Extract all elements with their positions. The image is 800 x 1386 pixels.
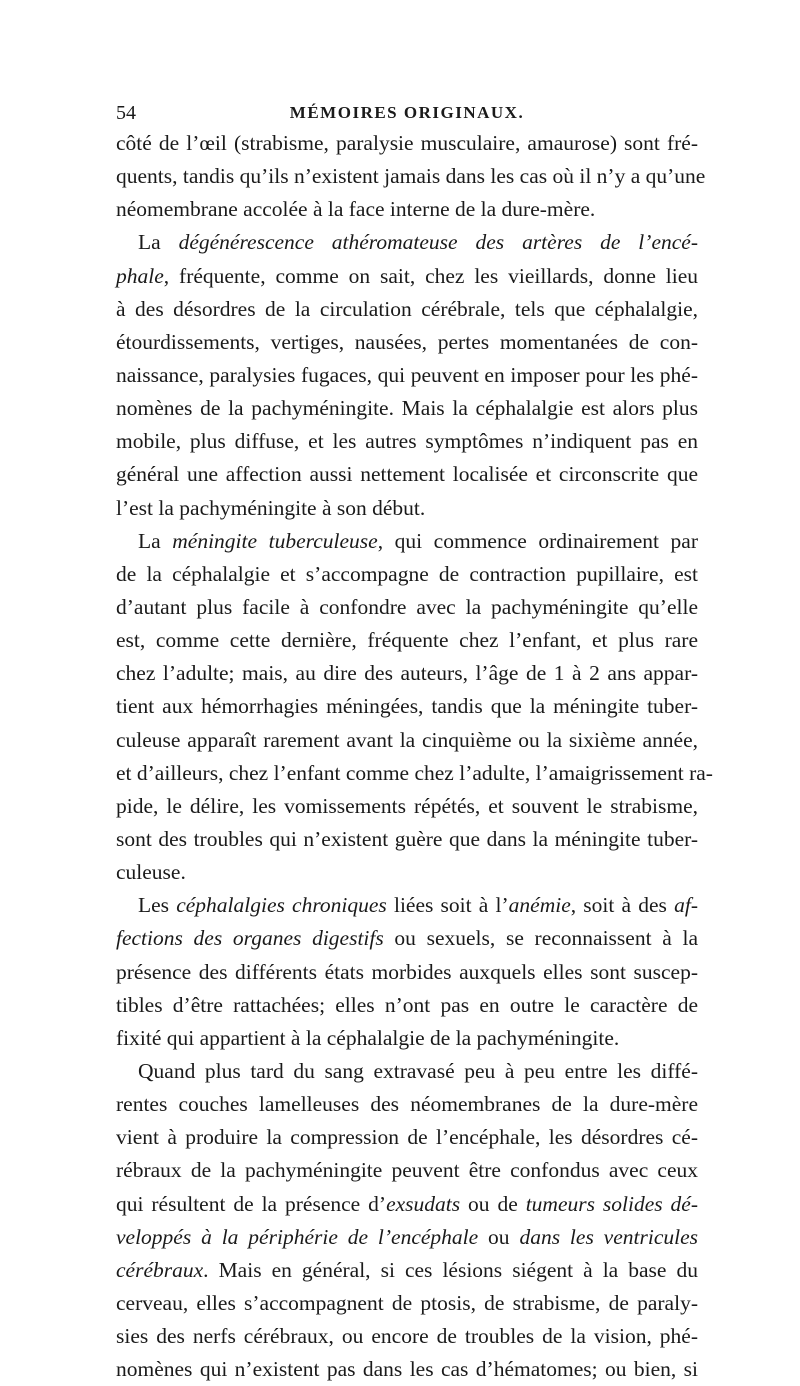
text-line xyxy=(116,922,698,955)
running-header xyxy=(116,98,698,128)
text-segment: nomènes de la pachyméningite. Mais la céphalalgie est alors plus xyxy=(116,396,698,421)
text-segment: rébraux de la pachyméningite peuvent être confondus avec ceux xyxy=(116,1158,698,1183)
text-segment: sont des troubles qui n’existent guère que dans la méningite tuber- xyxy=(116,826,698,851)
text-segment: ou de xyxy=(460,1191,526,1216)
text-line xyxy=(116,260,698,293)
text-segment: quents, tandis qu’ils n’existent jamais dans les cas où il n’y a qu’une xyxy=(116,164,706,189)
text-segment: liées soit à l’ xyxy=(386,893,509,918)
text-line xyxy=(116,690,698,723)
text-line xyxy=(116,525,698,558)
text-segment: cerveau, elles s’accompagnent de ptosis, de strabisme, de paraly- xyxy=(116,1290,698,1315)
text-line xyxy=(116,193,698,226)
text-segment: est, comme cette dernière, fréquente chez l’enfant, et plus rare xyxy=(116,628,698,653)
text-segment: culeuse. xyxy=(116,860,186,885)
text-line xyxy=(116,1320,698,1353)
text-segment: d’autant plus facile à confondre avec la pachyméningite qu’elle xyxy=(116,594,698,619)
italic-segment: méningite tuberculeuse xyxy=(172,528,378,553)
text-line xyxy=(116,591,698,624)
text-line xyxy=(116,1022,698,1055)
text-line xyxy=(116,127,698,160)
text-segment: fixité qui appartient à la céphalalgie de la pachyméningite. xyxy=(116,1025,620,1050)
text-segment: Quand plus tard du sang extravasé peu à peu entre les diffé- xyxy=(138,1058,698,1083)
text-segment: ou xyxy=(478,1224,520,1249)
italic-segment: fections des organes digestifs xyxy=(116,926,384,951)
text-segment: tient aux hémorrhagies méningées, tandis que la méningite tuber- xyxy=(116,694,698,719)
text-line xyxy=(116,724,698,757)
italic-segment: tumeurs solides dé- xyxy=(525,1191,698,1216)
text-segment: vient à produire la compression de l’encéphale, les désordres cé- xyxy=(116,1125,698,1150)
text-line xyxy=(116,326,698,359)
text-segment: présence des différents états morbides auxquels elles sont suscep- xyxy=(116,959,698,984)
text-line xyxy=(116,1154,698,1187)
text-segment: tibles d’être rattachées; elles n’ont pas en outre le caractère de xyxy=(116,992,698,1017)
text-segment: et d’ailleurs, chez l’enfant comme chez l’adulte, l’amaigrissement ra- xyxy=(116,760,713,785)
text-segment: étourdissements, vertiges, nausées, pertes momentanées de con- xyxy=(116,329,698,354)
text-segment: côté de l’œil (strabisme, paralysie musculaire, amaurose) sont fré- xyxy=(116,131,698,155)
text-line xyxy=(116,956,698,989)
text-line xyxy=(116,1287,698,1320)
text-line xyxy=(116,657,698,690)
text-segment: . Mais en général, si ces lésions siégent à la base du xyxy=(203,1257,698,1282)
text-line xyxy=(116,160,706,193)
text-segment: sies des nerfs cérébraux, ou encore de troubles de la vision, phé- xyxy=(116,1324,698,1349)
text-segment: général une affection aussi nettement localisée et circonscrite que xyxy=(116,462,698,487)
text-segment: nomènes qui n’existent pas dans les cas d’hématomes; ou bien, si xyxy=(116,1357,698,1382)
italic-segment: dans les ventricules xyxy=(519,1224,699,1249)
text-line xyxy=(116,492,698,525)
text-segment: rentes couches lamelleuses des néomembranes de la dure-mère xyxy=(116,1092,698,1117)
italic-segment: anémie xyxy=(508,893,571,918)
text-segment: La xyxy=(138,230,179,255)
italic-segment: cérébraux xyxy=(116,1257,204,1282)
text-line xyxy=(116,1055,698,1088)
text-line xyxy=(116,1353,698,1386)
italic-segment: veloppés à la périphérie de l’encéphale xyxy=(116,1224,479,1249)
text-segment: , soit à des xyxy=(570,893,675,918)
text-line xyxy=(116,226,698,259)
text-line xyxy=(116,989,698,1022)
text-segment: La xyxy=(138,528,173,553)
italic-segment: phale xyxy=(116,263,164,288)
text-segment: qui résultent de la présence d’ xyxy=(116,1191,387,1216)
text-line xyxy=(116,1221,698,1254)
body-text xyxy=(116,127,713,1386)
text-segment: l’est la pachyméningite à son début. xyxy=(116,495,426,520)
text-segment: , qui commence ordinairement par xyxy=(377,528,698,553)
text-line xyxy=(116,1088,698,1121)
text-segment: chez l’adulte; mais, au dire des auteurs, l’âge de 1 à 2 ans appar- xyxy=(116,661,698,686)
text-line xyxy=(116,823,698,856)
text-line xyxy=(116,1254,698,1287)
text-line xyxy=(116,425,698,458)
page-number: 54 xyxy=(116,102,136,124)
text-line xyxy=(116,458,698,491)
text-segment: à des désordres de la circulation cérébrale, tels que céphalalgie, xyxy=(116,296,698,321)
text-segment: de la céphalalgie et s’accompagne de contraction pupillaire, est xyxy=(116,561,698,586)
text-line xyxy=(116,558,698,591)
italic-segment: céphalalgies chroniques xyxy=(176,893,387,918)
italic-segment: af- xyxy=(674,893,698,918)
text-line xyxy=(116,1121,698,1154)
text-line xyxy=(116,293,698,326)
text-segment: mobile, plus diffuse, et les autres symptômes n’indiquent pas en xyxy=(116,429,698,454)
text-line xyxy=(116,790,698,823)
text-line xyxy=(116,359,698,392)
italic-segment: exsudats xyxy=(386,1191,461,1216)
text-segment: naissance, paralysies fugaces, qui peuvent en imposer pour les phé- xyxy=(116,362,698,387)
text-line xyxy=(116,856,698,889)
italic-segment: dégénérescence athéromateuse des artères de l’encé- xyxy=(178,230,698,255)
text-line xyxy=(116,757,713,790)
text-line xyxy=(116,1188,698,1221)
text-line xyxy=(116,624,698,657)
text-segment: ou sexuels, se reconnaissent à la xyxy=(383,926,698,951)
running-title: MÉMOIRES ORIGINAUX. xyxy=(289,103,525,122)
text-segment: , fréquente, comme on sait, chez les vieillards, donne lieu xyxy=(163,263,698,288)
text-segment: néomembrane accolée à la face interne de la dure-mère. xyxy=(116,197,596,222)
text-line xyxy=(116,392,698,425)
text-line xyxy=(116,889,698,922)
text-segment: Les xyxy=(138,893,177,918)
text-segment: pide, le délire, les vomissements répétés, et souvent le strabisme, xyxy=(116,793,698,818)
text-segment: culeuse apparaît rarement avant la cinquième ou la sixième année, xyxy=(116,727,698,752)
